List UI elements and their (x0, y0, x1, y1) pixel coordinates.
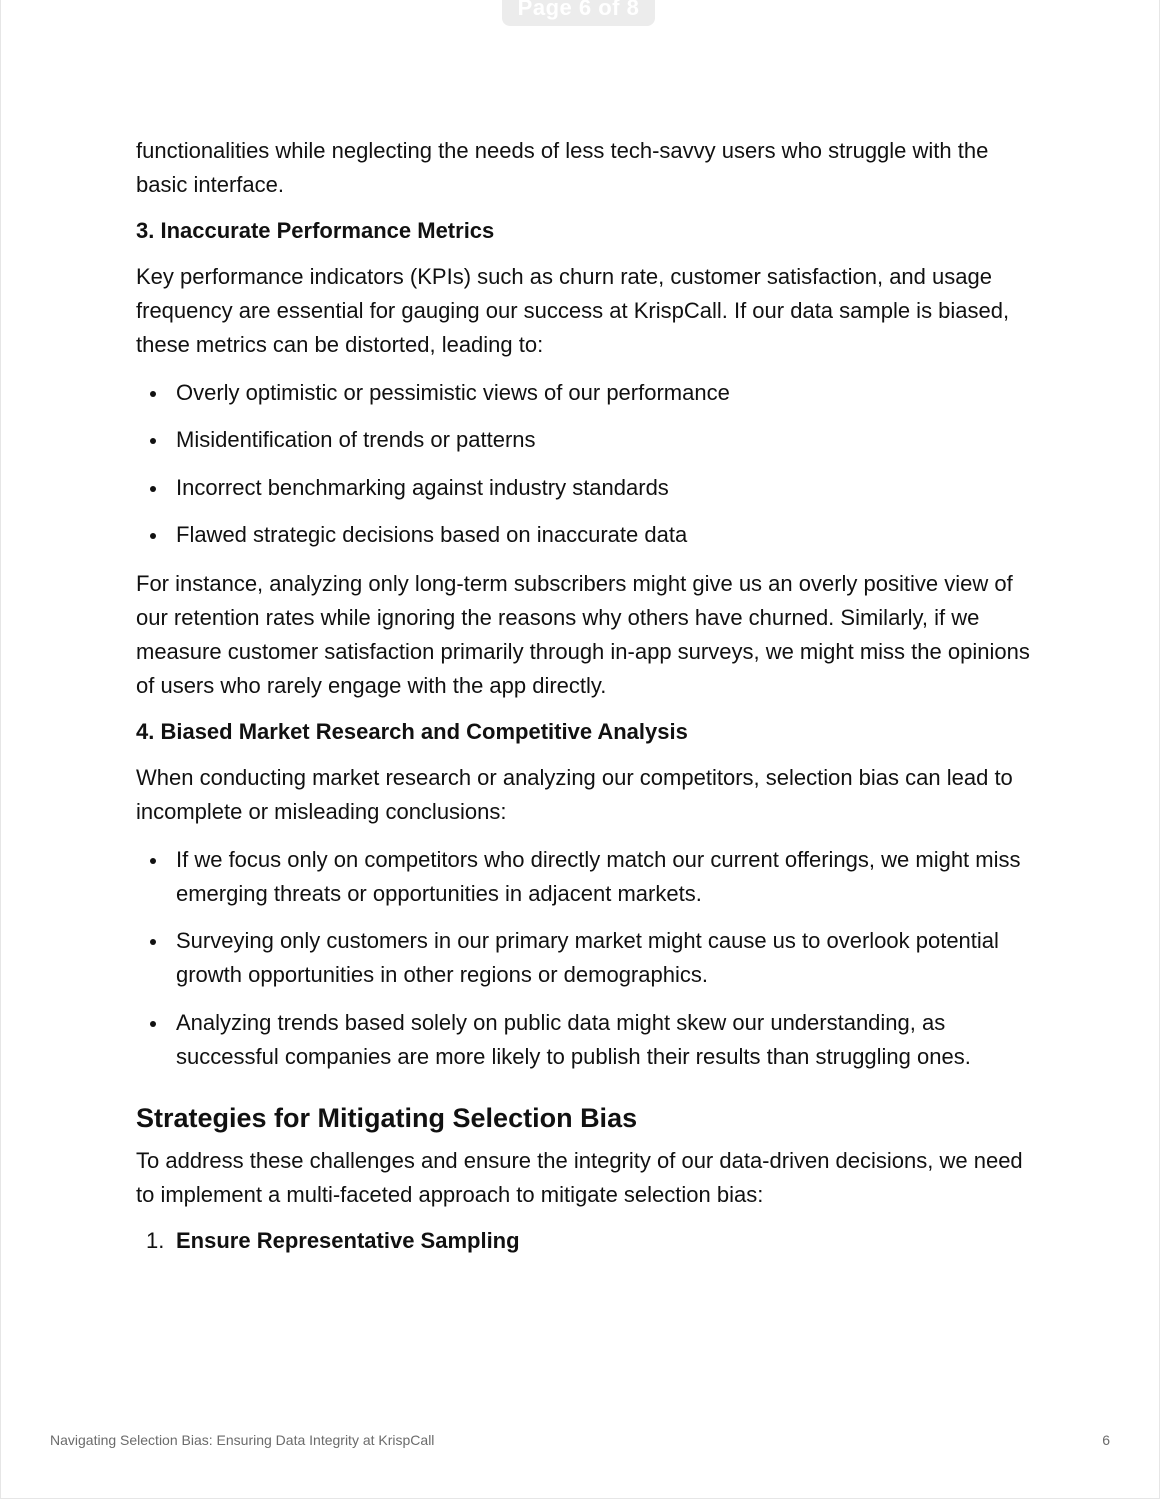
paragraph-instance: For instance, analyzing only long-term subscribers might give us an overly positive view of our retention rates while ignoring the reasons why others have churned. Similarly, if we measure customer satisfaction primarily through in-app surveys, we might miss the opinions of users who rarely engage with the app directly. (136, 571, 1030, 698)
list-item: Incorrect benchmarking against industry standards (136, 471, 1036, 505)
market-bullet-list (136, 843, 1036, 1074)
heading-biased-market-research: 4. Biased Market Research and Competitive Analysis (136, 719, 688, 744)
list-item: Misidentification of trends or patterns (136, 423, 1036, 457)
heading-inaccurate-performance-metrics: 3. Inaccurate Performance Metrics (136, 218, 495, 243)
list-item: If we focus only on competitors who directly match our current offerings, we might miss emerging threats or opportunities in adjacent markets. (136, 843, 1036, 911)
document-body (136, 134, 1036, 1258)
list-number: 1. (146, 1228, 165, 1253)
list-item: Analyzing trends based solely on public data might skew our understanding, as successful companies are more likely to publish their results than struggling ones. (136, 1006, 1036, 1074)
metrics-bullet-list (136, 376, 1036, 552)
list-item-label: Ensure Representative Sampling (176, 1228, 520, 1253)
paragraph-continuation: functionalities while neglecting the needs of less tech-savvy users who struggle with the basic interface. (136, 138, 989, 197)
footer-page-number: 6 (1102, 1432, 1110, 1448)
list-item: Flawed strategic decisions based on inaccurate data (136, 518, 1036, 552)
list-item: Surveying only customers in our primary market might cause us to overlook potential growth opportunities in other regions or demographics. (136, 924, 1036, 992)
page-indicator-badge: Page 6 of 8 (502, 0, 655, 26)
ordered-list-item (136, 1224, 1036, 1258)
paragraph-market-research: When conducting market research or analyzing our competitors, selection bias can lead to incomplete or misleading conclusions: (136, 765, 1013, 824)
strategies-ordered-list (136, 1224, 1036, 1258)
paragraph-strategies: To address these challenges and ensure the integrity of our data-driven decisions, we need to implement a multi-faceted approach to mitigate selection bias: (136, 1148, 1023, 1207)
list-item: Overly optimistic or pessimistic views of our performance (136, 376, 1036, 410)
footer-document-title: Navigating Selection Bias: Ensuring Data Integrity at KrispCall (50, 1432, 435, 1448)
heading-strategies: Strategies for Mitigating Selection Bias (136, 1103, 638, 1133)
paragraph-kpis: Key performance indicators (KPIs) such as churn rate, customer satisfaction, and usage frequency are essential for gauging our success at KrispCall. If our data sample is biased, these metrics can be distorted, leading to: (136, 264, 1010, 357)
